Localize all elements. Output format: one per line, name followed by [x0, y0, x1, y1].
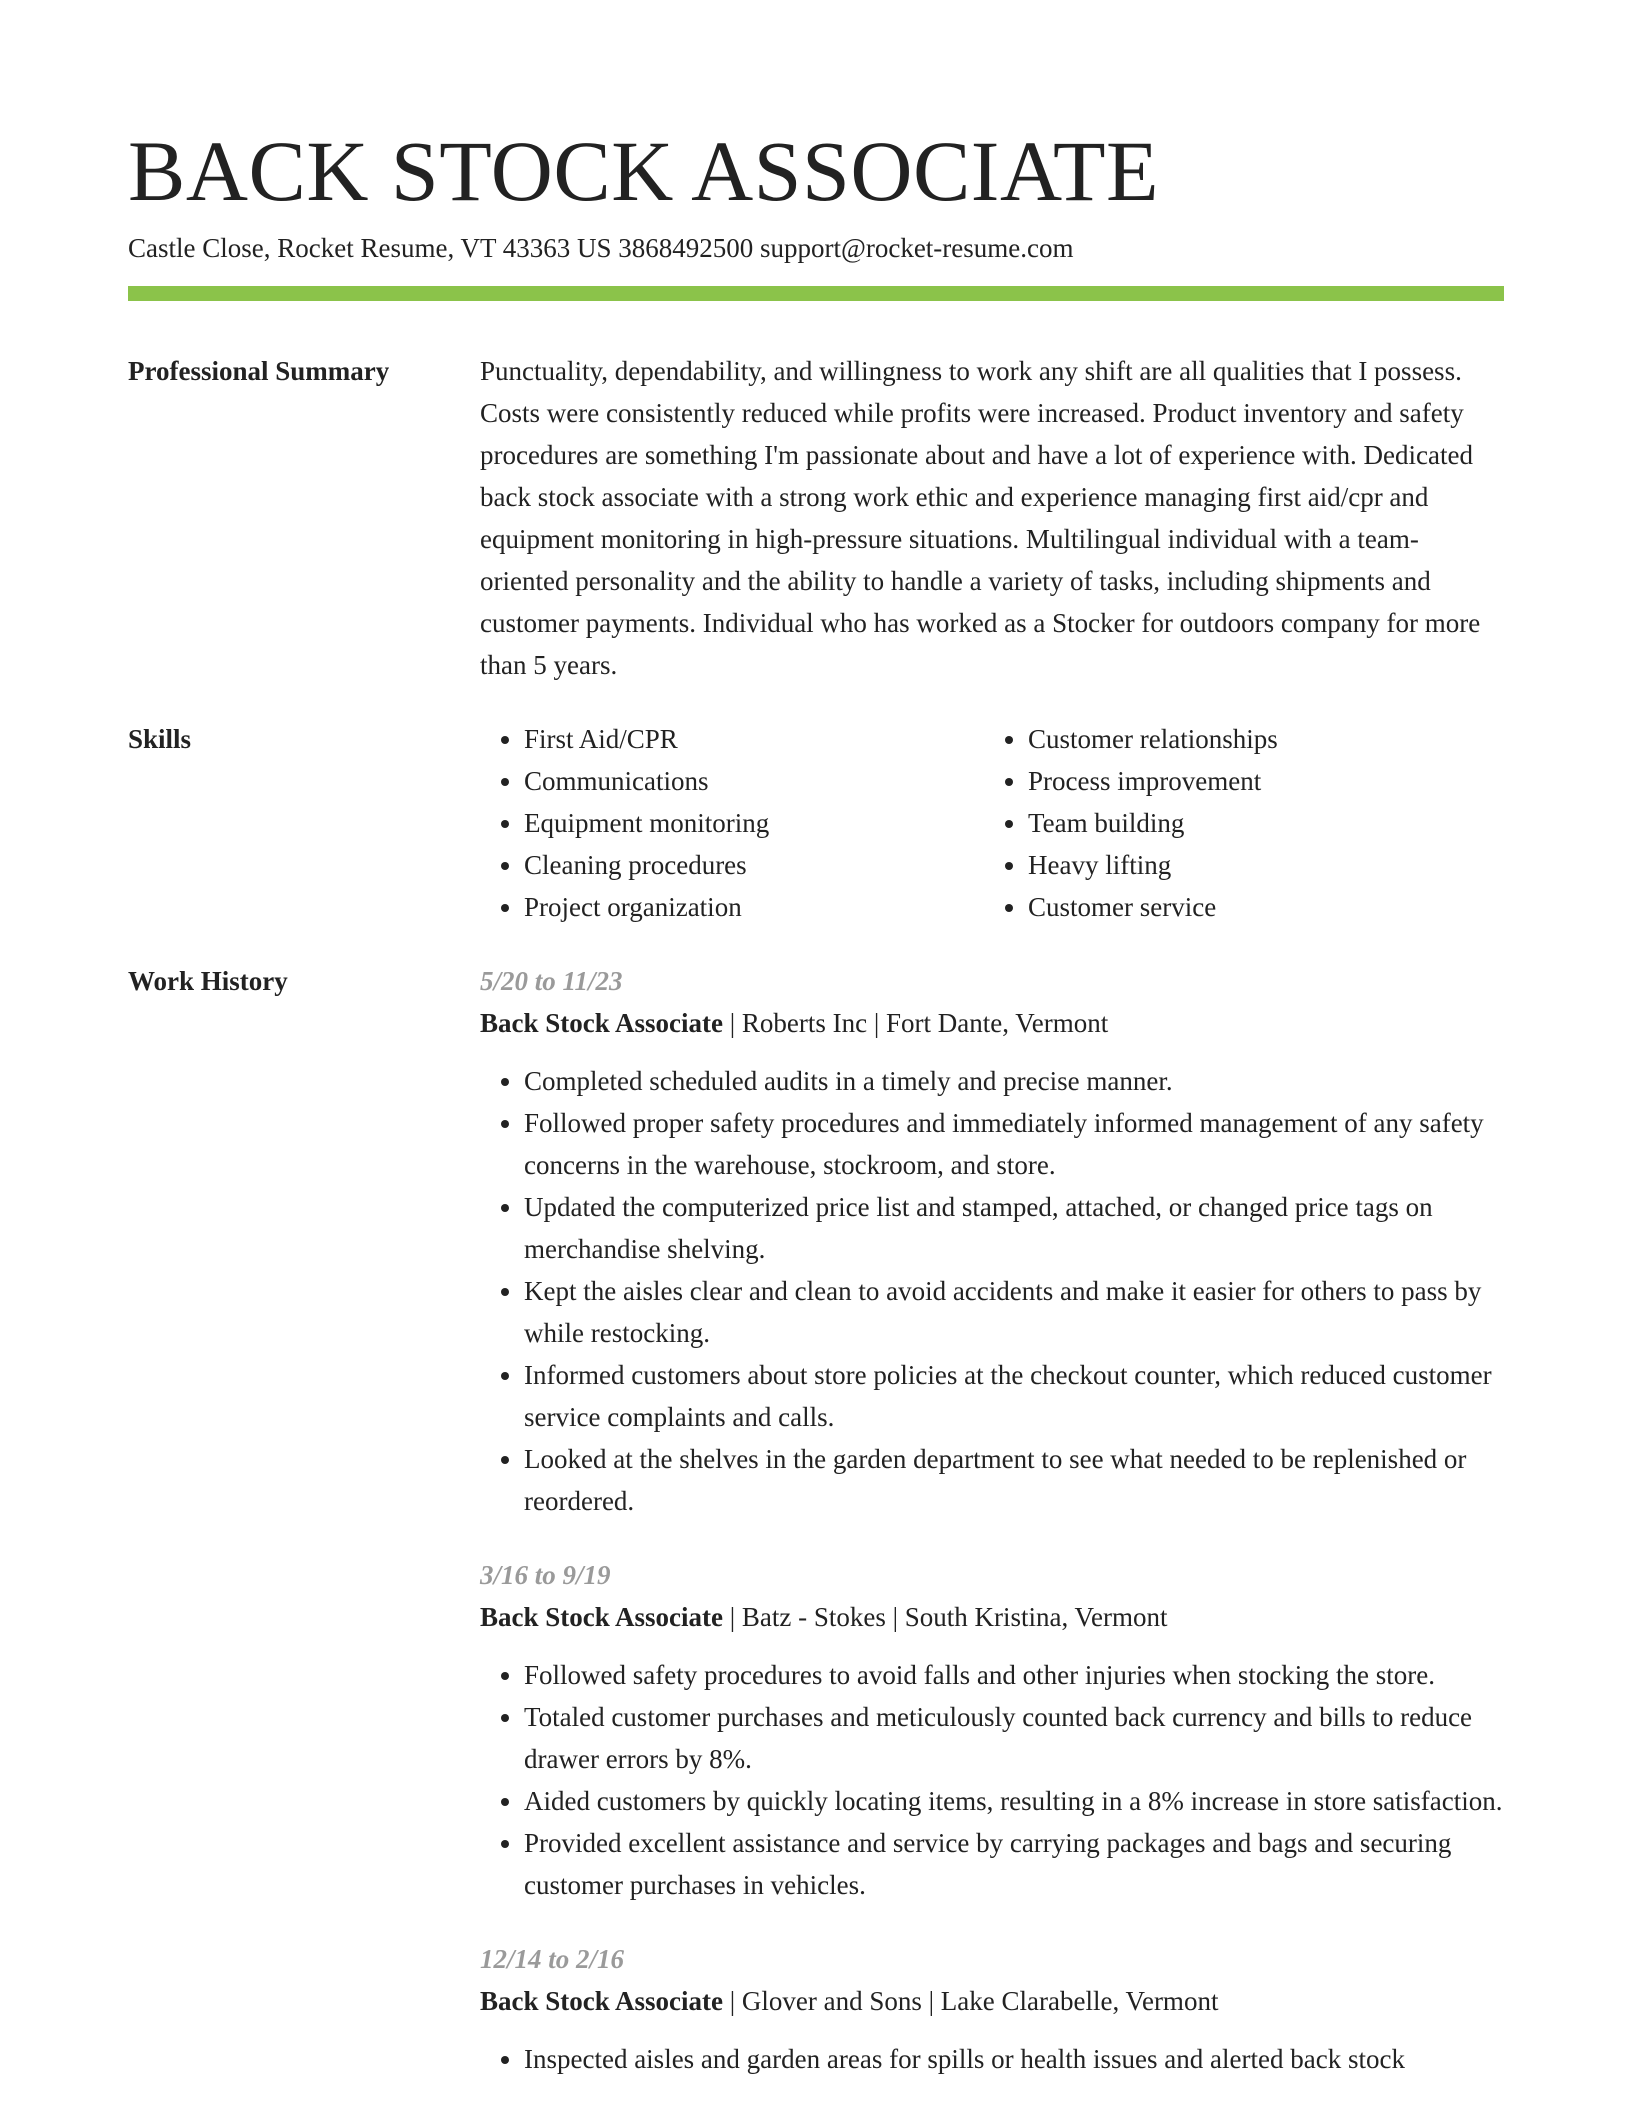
job-bullet: • Informed customers about store policies at the checkout counter, which reduced customer service complaints and calls.	[524, 1354, 1504, 1438]
job-bullet: • Provided excellent assistance and service by carrying packages and bags and securing customer purchases in vehicles.	[524, 1822, 1504, 1906]
job-bullets	[480, 2038, 1504, 2080]
skill-item: • Customer relationships	[1028, 718, 1488, 760]
job-bullet: • Updated the computerized price list and stamped, attached, or changed price tags on merchandise shelving.	[524, 1186, 1504, 1270]
job-bullet: • Kept the aisles clear and clean to avoid accidents and make it easier for others to pass by while restocking.	[524, 1270, 1504, 1354]
job-dates: 12/14 to 2/16	[480, 1944, 625, 1974]
section-label-work-history: Work History	[128, 966, 288, 996]
section-label-professional-summary: Professional Summary	[128, 356, 390, 386]
skill-item: • Project organization	[524, 886, 984, 928]
job-dates: 5/20 to 11/23	[480, 966, 623, 996]
skills-list-left	[480, 718, 984, 928]
job-bullet: • Followed safety procedures to avoid falls and other injuries when stocking the store.	[524, 1654, 1504, 1696]
job-title: Back Stock Associate	[480, 1602, 723, 1632]
job-header	[480, 1002, 1504, 1044]
job-header	[480, 1980, 1504, 2022]
professional-summary-section	[128, 350, 1504, 686]
skills-columns	[480, 718, 1504, 928]
accent-divider	[128, 286, 1504, 301]
skill-item: • Customer service	[1028, 886, 1488, 928]
job-details: | Glover and Sons | Lake Clarabelle, Vermont	[723, 1986, 1219, 2016]
job-bullet: • Totaled customer purchases and meticulously counted back currency and bills to reduce drawer errors by 8%.	[524, 1696, 1504, 1780]
job-bullet: • Looked at the shelves in the garden department to see what needed to be replenished or reordered.	[524, 1438, 1504, 1522]
skill-item: • Team building	[1028, 802, 1488, 844]
job-bullet: • Completed scheduled audits in a timely and precise manner.	[524, 1060, 1504, 1102]
job-bullet: • Inspected aisles and garden areas for spills or health issues and alerted back stock	[524, 2038, 1504, 2080]
job-dates: 3/16 to 9/19	[480, 1560, 611, 1590]
work-history-body	[480, 960, 1504, 2112]
job-bullet: • Followed proper safety procedures and immediately informed management of any safety concerns in the warehouse, stockroom, and store.	[524, 1102, 1504, 1186]
resume-content	[128, 350, 1504, 2112]
job-title: Back Stock Associate	[480, 1986, 723, 2016]
job-bullets	[480, 1060, 1504, 1522]
summary-body	[480, 350, 1504, 686]
job-header	[480, 1596, 1504, 1638]
skill-item: • Process improvement	[1028, 760, 1488, 802]
skill-item: • Heavy lifting	[1028, 844, 1488, 886]
job-details: | Roberts Inc | Fort Dante, Vermont	[723, 1008, 1109, 1038]
job-entry	[480, 960, 1504, 1522]
job-bullet: • Aided customers by quickly locating items, resulting in a 8% increase in store satisfaction.	[524, 1780, 1504, 1822]
skill-item: • Communications	[524, 760, 984, 802]
job-title: Back Stock Associate	[480, 1008, 723, 1038]
job-entry	[480, 1554, 1504, 1906]
skill-item: • First Aid/CPR	[524, 718, 984, 760]
summary-text: Punctuality, dependability, and willingness to work any shift are all qualities that I possess. Costs were consistently reduced while profits were increased. Product inventory and safety procedures are something I'm passionate about and have a lot of experience with. Dedicated back stock associate with a strong work ethic and experience managing first aid/cpr and equipment monitoring in high-pressure situations. Multilingual individual with a team-oriented personality and the ability to handle a variety of tasks, including shipments and customer payments. Individual who has worked as a Stocker for outdoors company for more than 5 years.	[480, 356, 1481, 680]
section-label-skills: Skills	[128, 724, 192, 754]
job-details: | Batz - Stokes | South Kristina, Vermont	[723, 1602, 1168, 1632]
skill-item: • Cleaning procedures	[524, 844, 984, 886]
work-history-section	[128, 960, 1504, 2112]
job-bullets	[480, 1654, 1504, 1906]
contact-line: Castle Close, Rocket Resume, VT 43363 US 3868492500 support@rocket-resume.com	[128, 233, 1074, 263]
resume-title: BACK STOCK ASSOCIATE	[128, 123, 1160, 219]
skill-item: • Equipment monitoring	[524, 802, 984, 844]
job-entry	[480, 1938, 1504, 2080]
skills-section	[128, 718, 1504, 928]
skills-list-right	[984, 718, 1488, 928]
